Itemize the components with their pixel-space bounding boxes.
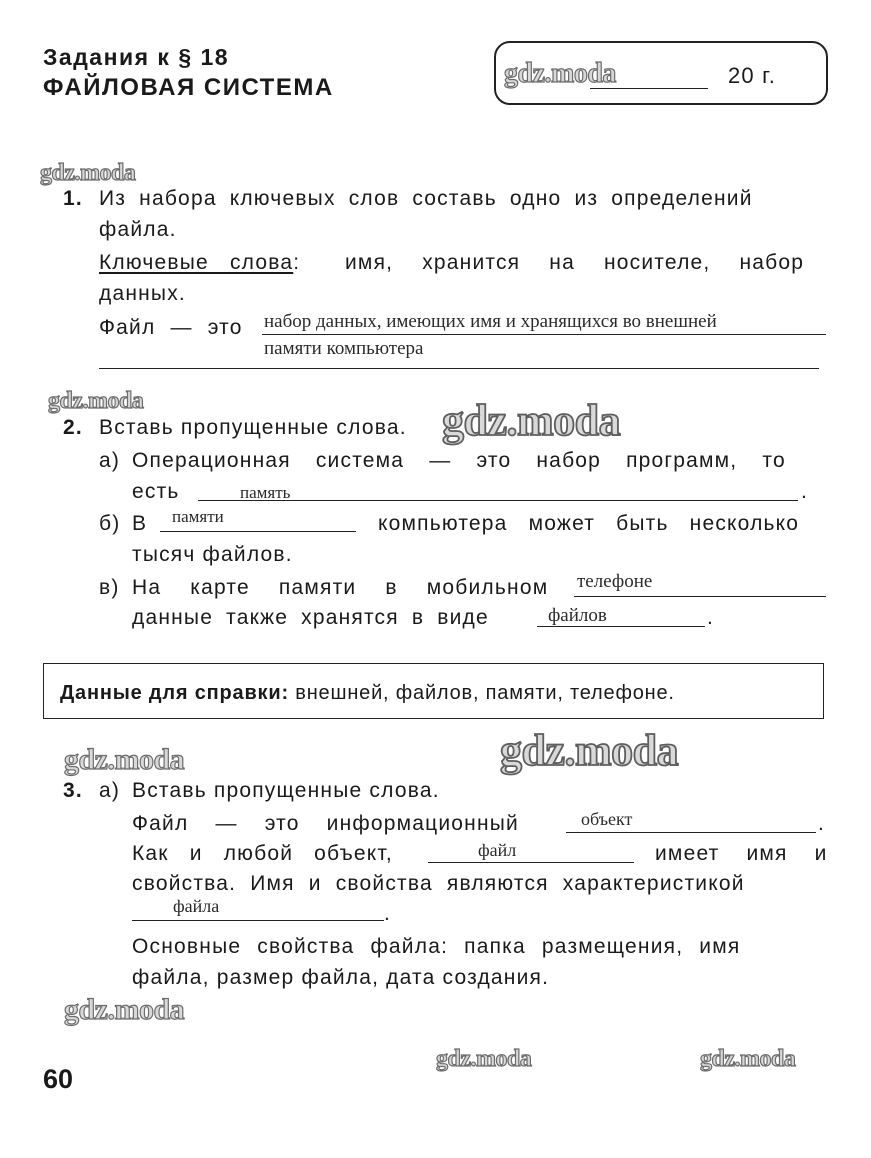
reference-label: Данные для справки: [60, 682, 289, 704]
task1-answer-line2: памяти компьютера [264, 338, 424, 359]
watermark-2-large: gdz.moda [442, 396, 621, 445]
task2-b-answer: памяти [172, 507, 224, 526]
task3-answer3: файла [173, 896, 220, 916]
watermark-1: gdz.moda [40, 160, 136, 186]
reference-words: внешней, файлов, памяти, телефоне. [295, 682, 675, 704]
task2-c-answer1: телефоне [577, 571, 653, 592]
page-number: 60 [43, 1064, 74, 1094]
task3-props-line1: Основные свойства файла: папка размещения, имя [132, 935, 741, 958]
watermark-2: gdz.moda [48, 388, 144, 414]
task1-number: 1. [63, 187, 83, 210]
date-line [590, 88, 708, 89]
keywords-colon: : [293, 251, 301, 274]
task3-a-label: а) [99, 779, 121, 802]
section-subtitle: Задания к § 18 [43, 44, 230, 70]
task2-b-underline [160, 531, 356, 532]
task3-line4-end: . [384, 902, 392, 925]
task3-underline2 [428, 862, 634, 863]
task2-c-underline1 [574, 596, 826, 597]
task3-title: Вставь пропущенные слова. [132, 779, 440, 802]
watermark-3: gdz.moda [64, 743, 185, 776]
task2-title: Вставь пропущенные слова. [99, 416, 407, 439]
watermark-4: gdz.moda [64, 993, 185, 1026]
task2-a-end: . [801, 480, 809, 503]
task2-a-line2-prefix: есть [132, 480, 180, 503]
task1-keywords-line2: данных. [99, 282, 186, 305]
keywords-label: Ключевые слова [99, 251, 294, 274]
task1-keywords [99, 251, 300, 275]
watermark-date: gdz.moda [504, 58, 616, 89]
task1-line2: файла. [99, 218, 177, 241]
date-suffix: 20 г. [728, 63, 777, 88]
task2-b-label: б) [99, 512, 121, 535]
task2-a-answer: память [240, 483, 291, 502]
task1-answer-line1: набор данных, имеющих имя и хранящихся во внешней [264, 311, 717, 332]
task3-underline3 [132, 920, 384, 921]
watermark-3-large: gdz.moda [500, 726, 679, 775]
task2-c-line2: данные также хранятся в виде [132, 606, 489, 629]
task2-b-prefix: В [132, 512, 148, 535]
task2-a-underline [198, 500, 798, 501]
task3-answer2: файл [478, 840, 517, 860]
task2-b-rest: компьютера может быть несколько [378, 512, 800, 535]
task2-c-answer2: файлов [548, 605, 607, 626]
watermark-5: gdz.moda [436, 1046, 532, 1072]
task3-line1-prefix: Файл — это информационный [132, 812, 519, 835]
task1-line1: Из набора ключевых слов составь одно из определений [99, 187, 753, 210]
watermark-6: gdz.moda [700, 1046, 796, 1072]
task2-c-label: в) [99, 576, 120, 599]
task2-c-end: . [707, 606, 715, 629]
task2-c-underline2 [537, 626, 705, 627]
task1-answer-underline2 [99, 368, 819, 369]
task1-answer-underline1 [262, 334, 826, 335]
task2-a-label: а) [99, 449, 121, 472]
task3-line2-rest: имеет имя и [655, 842, 828, 865]
task3-underline1 [566, 832, 816, 833]
task2-number: 2. [63, 416, 83, 439]
task3-props-line2: файла, размер файла, дата создания. [132, 966, 550, 989]
reference-text [60, 682, 675, 705]
task3-number: 3. [63, 779, 83, 802]
task1-file-prefix: Файл — это [99, 316, 243, 339]
task3-answer1: объект [581, 809, 633, 829]
task2-b-line2: тысяч файлов. [132, 543, 293, 566]
page-title: ФАЙЛОВАЯ СИСТЕМА [43, 74, 334, 101]
task3-line3: свойства. Имя и свойства являются характеристикой [132, 872, 745, 895]
task2-a-line1: Операционная система — это набор программ, то [132, 449, 786, 472]
task1-keywords-rest: имя, хранится на носителе, набор [345, 251, 805, 274]
task2-c-line1: На карте памяти в мобильном [132, 576, 549, 599]
task3-line1-end: . [818, 812, 826, 835]
task3-line2-prefix: Как и любой объект, [132, 842, 393, 865]
